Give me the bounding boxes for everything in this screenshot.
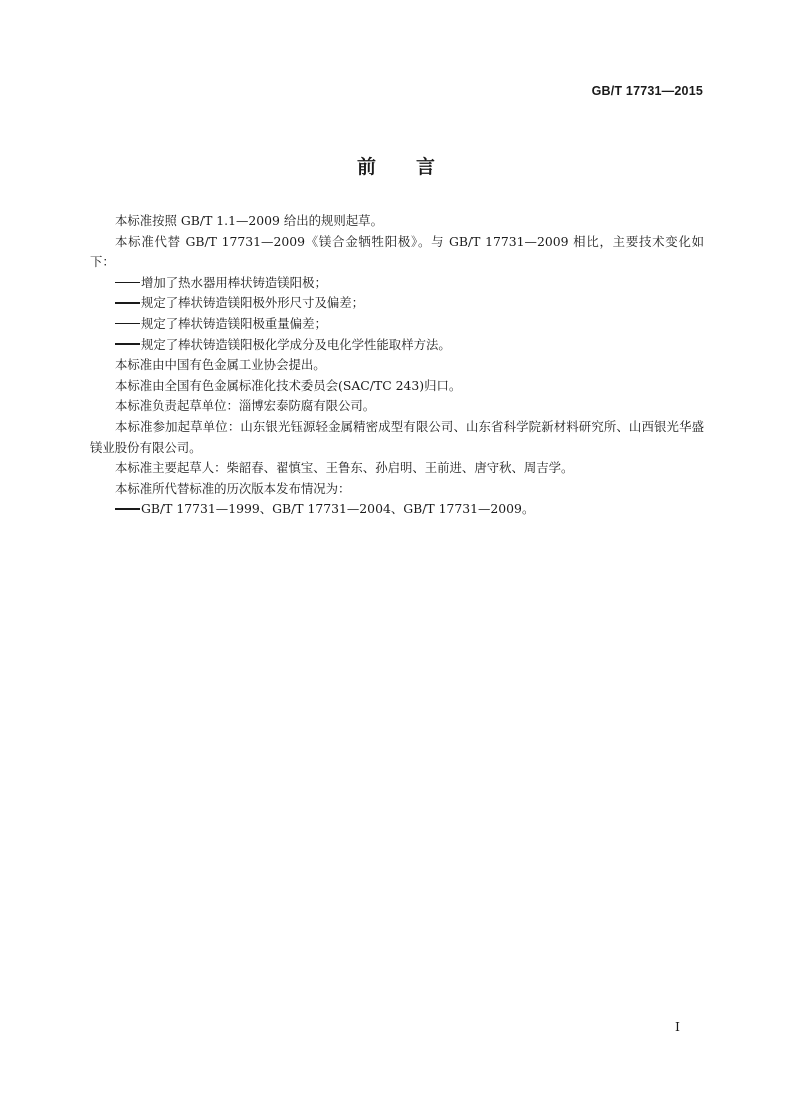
page-title-part2: 言 [416, 156, 436, 178]
paragraph-centralized-by: 本标准由全国有色金属标准化技术委员会(SAC/TC 243)归口。 [115, 377, 462, 393]
paragraph-replaces: 本标准代替 GB/T 17731—2009《镁合金牺牲阳极》。与 GB/T 17731—2009 相比，主要技术变化如下： [90, 233, 704, 270]
change-item [90, 335, 704, 356]
paragraph-proposed-by: 本标准由中国有色金属工业协会提出。 [115, 357, 326, 373]
change-item-text: 规定了棒状铸造镁阳极重量偏差； [141, 315, 327, 331]
paragraph-drafting-rules: 本标准按照 GB/T 1.1—2009 给出的规则起草。 [115, 213, 383, 228]
change-item [90, 314, 704, 335]
previous-editions-item [90, 499, 704, 520]
previous-editions-text: GB/T 17731—1999、GB/T 17731—2004、GB/T 17731—2009。 [141, 501, 535, 517]
dash-mark [115, 302, 140, 303]
page-number: I [675, 1019, 680, 1034]
change-item [90, 293, 704, 314]
change-item-text: 规定了棒状铸造镁阳极化学成分及电化学性能取样方法。 [141, 336, 451, 352]
page-title [0, 152, 792, 179]
paragraph-participating-drafters: 本标准参加起草单位：山东银光钰源轻金属精密成型有限公司、山东省科学院新材料研究所、山西银光华盛镁业股份有限公司。 [90, 418, 704, 455]
standard-code: GB/T 17731—2015 [591, 84, 703, 98]
paragraph-main-drafters: 本标准主要起草人：柴韶春、翟慎宝、王鲁东、孙启明、王前进、唐守秋、周吉学。 [115, 460, 574, 476]
change-item-text: 规定了棒状铸造镁阳极外形尺寸及偏差； [141, 295, 365, 311]
change-item [90, 273, 704, 294]
dash-mark [115, 323, 140, 324]
page-title-part1: 前 [356, 156, 376, 178]
change-item-text: 增加了热水器用棒状铸造镁阳极； [141, 274, 327, 290]
paragraph-responsible-drafter: 本标准负责起草单位：淄博宏泰防腐有限公司。 [115, 398, 376, 414]
dash-mark [115, 508, 140, 509]
paragraph-previous-editions: 本标准所代替标准的历次版本发布情况为： [115, 480, 351, 496]
dash-mark [115, 282, 140, 283]
document-body [90, 211, 704, 520]
dash-mark [115, 343, 140, 344]
